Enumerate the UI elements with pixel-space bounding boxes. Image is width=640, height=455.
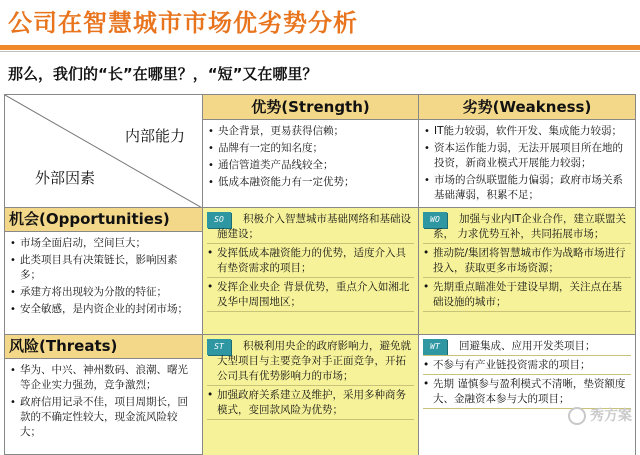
- opportunity-item: • 安全敏感，是内资企业的封闭市场；: [10, 303, 188, 315]
- internal-capability-label: 内部能力: [125, 127, 186, 145]
- swot-matrix: [0, 94, 640, 455]
- page-title: 公司在智慧城市市场优劣势分析: [8, 9, 358, 37]
- corner-cell: [4, 94, 203, 208]
- strength-list: [203, 120, 419, 208]
- wo-badge: WO: [423, 212, 447, 228]
- threat-item: • 政府信用记录不佳，项目周期长，回款的不确定性较大，现金流风险较大；: [10, 396, 188, 438]
- strength-header: 优势(Strength): [203, 94, 419, 120]
- corner-diagonal: [5, 95, 203, 208]
- strength-item: • 低成本融资能力有一定优势；: [208, 176, 355, 188]
- strength-item: • 通信管道类产品线较全；: [208, 159, 334, 171]
- watermark: [568, 405, 632, 427]
- wo-strategy-cell: [419, 208, 636, 335]
- so-item: • 发挥企业央企 背景优势，重点介入如湘北及华中周围地区；: [207, 280, 414, 312]
- st-item: 积极利用央企的政府影响力，避免就大型项目与主要竞争对手正面竞争，开拓公司具有优势影响力的市场；: [207, 339, 414, 386]
- wechat-logo-icon: [568, 407, 586, 425]
- so-strategy-cell: [203, 208, 419, 335]
- st-item: • 加强政府关系建立及维护，采用多种商务模式，变回款风险为优势；: [207, 388, 414, 420]
- weakness-header: 劣势(Weakness): [419, 94, 636, 120]
- opportunity-item: • 此类项目具有决策链长，影响因素多；: [10, 254, 178, 281]
- external-factors-label: 外部因素: [35, 169, 96, 187]
- wo-item: • 先期重点瞄准处于建设早期，关注点在基础设施的城市；: [423, 280, 631, 312]
- weakness-list: [419, 120, 636, 208]
- so-badge: SO: [207, 212, 231, 228]
- threats-header: 风险(Threats): [4, 335, 203, 359]
- so-item: 积极介入智慧城市基础网络和基础设施建设；: [207, 212, 414, 244]
- weakness-item: • 资本运作能力弱，无法开展项目所在地的投资，新商业模式开展能力较弱；: [424, 142, 623, 169]
- wo-item: • 推动院/集团将智慧城市作为战略市场进行投入，获取更多市场资源；: [423, 246, 631, 278]
- so-item: • 发挥低成本融资能力的优势，适度介入具有垫资需求的项目；: [207, 246, 414, 278]
- strength-item: • 品牌有一定的知名度；: [208, 142, 323, 154]
- title-divider: [0, 45, 640, 50]
- wt-badge: WT: [423, 339, 447, 355]
- wt-strategy-cell: [419, 335, 636, 455]
- opportunities-header: 机会(Opportunities): [4, 208, 203, 232]
- opportunities-list: [4, 232, 203, 335]
- wo-item: 加强与业内IT企业合作，建立联盟关系， 力求优势互补，共同拓展市场；: [423, 212, 631, 244]
- weakness-item: • IT能力较弱，软件开发、集成能力较弱；: [424, 125, 623, 137]
- st-strategy-cell: [203, 335, 419, 455]
- threat-item: • 华为、中兴、神州数码、浪潮、曙光等企业实力强劲，竞争激烈；: [10, 364, 188, 391]
- wt-item: • 不参与有产业链投资需求的项目；: [423, 358, 631, 375]
- opportunity-item: • 承建方将出现较为分散的特征；: [10, 286, 167, 298]
- wt-item: • 先期 谨慎参与盈利模式不清晰，垫资额度大、金融资本参与大的项目；: [423, 377, 631, 409]
- wt-item: 回避集成、应用开发类项目；: [423, 339, 631, 356]
- title-divider-thin: [0, 51, 640, 52]
- st-badge: ST: [207, 339, 231, 355]
- strength-item: • 央企背景，更易获得信赖；: [208, 125, 344, 137]
- question-subtitle: 那么，我们的“长”在哪里？，“短”又在哪里？: [8, 65, 318, 83]
- threats-list: [4, 359, 203, 455]
- weakness-item: • 市场的合纵联盟能力偏弱；政府市场关系基础薄弱，积累不足；: [424, 174, 623, 201]
- watermark-text: 秀方案: [590, 408, 632, 424]
- opportunity-item: • 市场全面启动，空间巨大；: [10, 237, 146, 249]
